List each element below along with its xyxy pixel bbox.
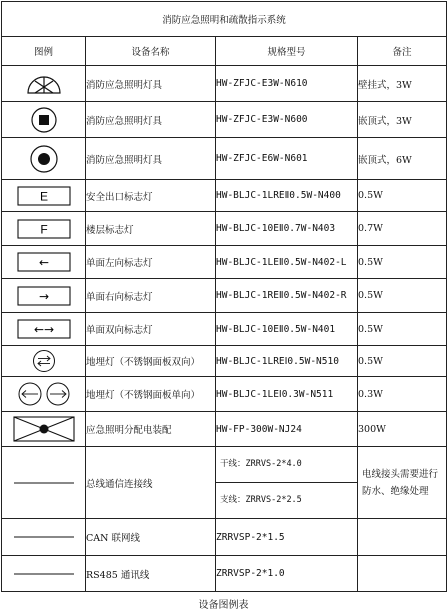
table-row	[2, 180, 447, 212]
device-model: HW-ZFJC-E6W-N601	[216, 138, 358, 180]
device-model: HW-ZFJC-E3W-N610	[216, 66, 358, 102]
table-row	[2, 212, 447, 246]
device-note: 0.5W	[358, 313, 447, 346]
symbol-cell	[2, 102, 86, 138]
branch-model: 支线：ZRRVS-2*2.5	[220, 495, 302, 505]
device-note: 0.5W	[358, 246, 447, 279]
lamp-wall-icon	[24, 73, 64, 95]
line-icon	[14, 535, 74, 539]
symbol-cell	[2, 313, 86, 346]
table-row	[2, 377, 447, 412]
header-symbol: 图例	[2, 37, 86, 66]
device-note: 0.5W	[358, 279, 447, 313]
device-name: 楼层标志灯	[86, 212, 216, 246]
device-name: 应急照明分配电装配	[86, 412, 216, 447]
table-row	[2, 102, 447, 138]
device-model: ZRRVSP-2*1.5	[216, 519, 358, 556]
device-name: 消防应急照明灯具	[86, 138, 216, 180]
exit-sign-icon	[17, 186, 71, 206]
symbol-cell	[2, 412, 86, 447]
lamp-ceiling-square-icon	[30, 106, 58, 134]
distribution-box-icon	[13, 416, 75, 442]
device-note: 嵌顶式，6W	[358, 138, 447, 180]
arrow-left-sign-icon	[17, 252, 71, 272]
device-model: HW-BLJC-10EⅡ0.7W-N403	[216, 212, 358, 246]
device-model: ZRRVSP-2*1.0	[216, 556, 358, 592]
table-row	[2, 246, 447, 279]
arrow-right-sign-icon	[17, 286, 71, 306]
table-row	[2, 519, 447, 556]
header-model: 规格型号	[216, 37, 358, 66]
device-name: 安全出口标志灯	[86, 180, 216, 212]
symbol-cell	[2, 138, 86, 180]
header-row	[2, 37, 447, 66]
symbol-cell	[2, 180, 86, 212]
symbol-cell	[2, 447, 86, 519]
table-row	[2, 346, 447, 377]
symbol-cell	[2, 346, 86, 377]
table-row	[2, 279, 447, 313]
device-note: 0.7W	[358, 212, 447, 246]
bus-row	[2, 447, 447, 519]
arrow-right-glyph: →	[38, 289, 49, 303]
device-note: 300W	[358, 412, 447, 447]
device-name: RS485 通讯线	[86, 556, 216, 592]
floor-lamp-double-icon	[32, 349, 56, 373]
device-name: 单面右向标志灯	[86, 279, 216, 313]
table-row	[2, 412, 447, 447]
symbol-cell	[2, 519, 86, 556]
device-note: 0.5W	[358, 346, 447, 377]
arrow-double-sign-icon	[17, 319, 71, 339]
table-row	[2, 66, 447, 102]
floor-sign-icon	[17, 219, 71, 239]
device-name: 总线通信连接线	[86, 447, 216, 519]
device-name: CAN 联网线	[86, 519, 216, 556]
device-model: HW-BLJC-1REⅡ0.5W-N402-R	[216, 279, 358, 313]
device-model: HW-BLJC-1LREⅠ0.5W-N510	[216, 346, 358, 377]
device-model: HW-BLJC-1LREⅡ0.5W-N400	[216, 180, 358, 212]
device-name: 地埋灯（不锈钢面板双向）	[86, 346, 216, 377]
lamp-ceiling-round-icon	[29, 144, 59, 174]
table-row	[2, 138, 447, 180]
device-name: 消防应急照明灯具	[86, 102, 216, 138]
device-model: HW-BLJC-1LEⅠ0.3W-N511	[216, 377, 358, 412]
device-model: HW-ZFJC-E3W-N600	[216, 102, 358, 138]
device-name: 地埋灯（不锈钢面板单向）	[86, 377, 216, 412]
symbol-cell	[2, 212, 86, 246]
arrow-double-glyph: ←→	[33, 322, 54, 337]
device-note: 0.3W	[358, 377, 447, 412]
device-model: HW-FP-300W-NJ24	[216, 412, 358, 447]
symbol-cell	[2, 377, 86, 412]
floor-lamp-single-icon	[16, 381, 72, 407]
table-row	[2, 556, 447, 592]
header-note: 备注	[358, 37, 447, 66]
line-icon	[14, 481, 74, 485]
device-note	[358, 447, 447, 519]
header-name: 设备名称	[86, 37, 216, 66]
symbol-cell	[2, 246, 86, 279]
device-note: 0.5W	[358, 180, 447, 212]
device-note: 壁挂式，3W	[358, 66, 447, 102]
symbol-cell	[2, 66, 86, 102]
floor-sign-letter: F	[39, 222, 48, 236]
device-model: HW-BLJC-10EⅡ0.5W-N401	[216, 313, 358, 346]
symbol-cell	[2, 556, 86, 592]
symbol-cell	[2, 279, 86, 313]
bus-note: 电线接头需要进行防水、绝缘处理	[362, 468, 439, 497]
arrow-left-glyph: ←	[38, 255, 49, 270]
legend-table	[1, 1, 447, 592]
device-name: 消防应急照明灯具	[86, 66, 216, 102]
trunk-model: 干线：ZRRVS-2*4.0	[216, 447, 357, 483]
device-model	[216, 447, 358, 519]
device-model: HW-BLJC-1LEⅡ0.5W-N402-L	[216, 246, 358, 279]
table-row	[2, 313, 447, 346]
device-note: 嵌顶式，3W	[358, 102, 447, 138]
title-row	[2, 2, 447, 37]
table-caption: 设备图例表	[198, 600, 249, 611]
exit-sign-letter: E	[39, 189, 48, 203]
device-note	[358, 519, 447, 556]
device-note	[358, 556, 447, 592]
device-name: 单面双向标志灯	[86, 313, 216, 346]
device-name: 单面左向标志灯	[86, 246, 216, 279]
line-icon	[14, 572, 74, 576]
table-title: 消防应急照明和疏散指示系统	[2, 2, 447, 37]
